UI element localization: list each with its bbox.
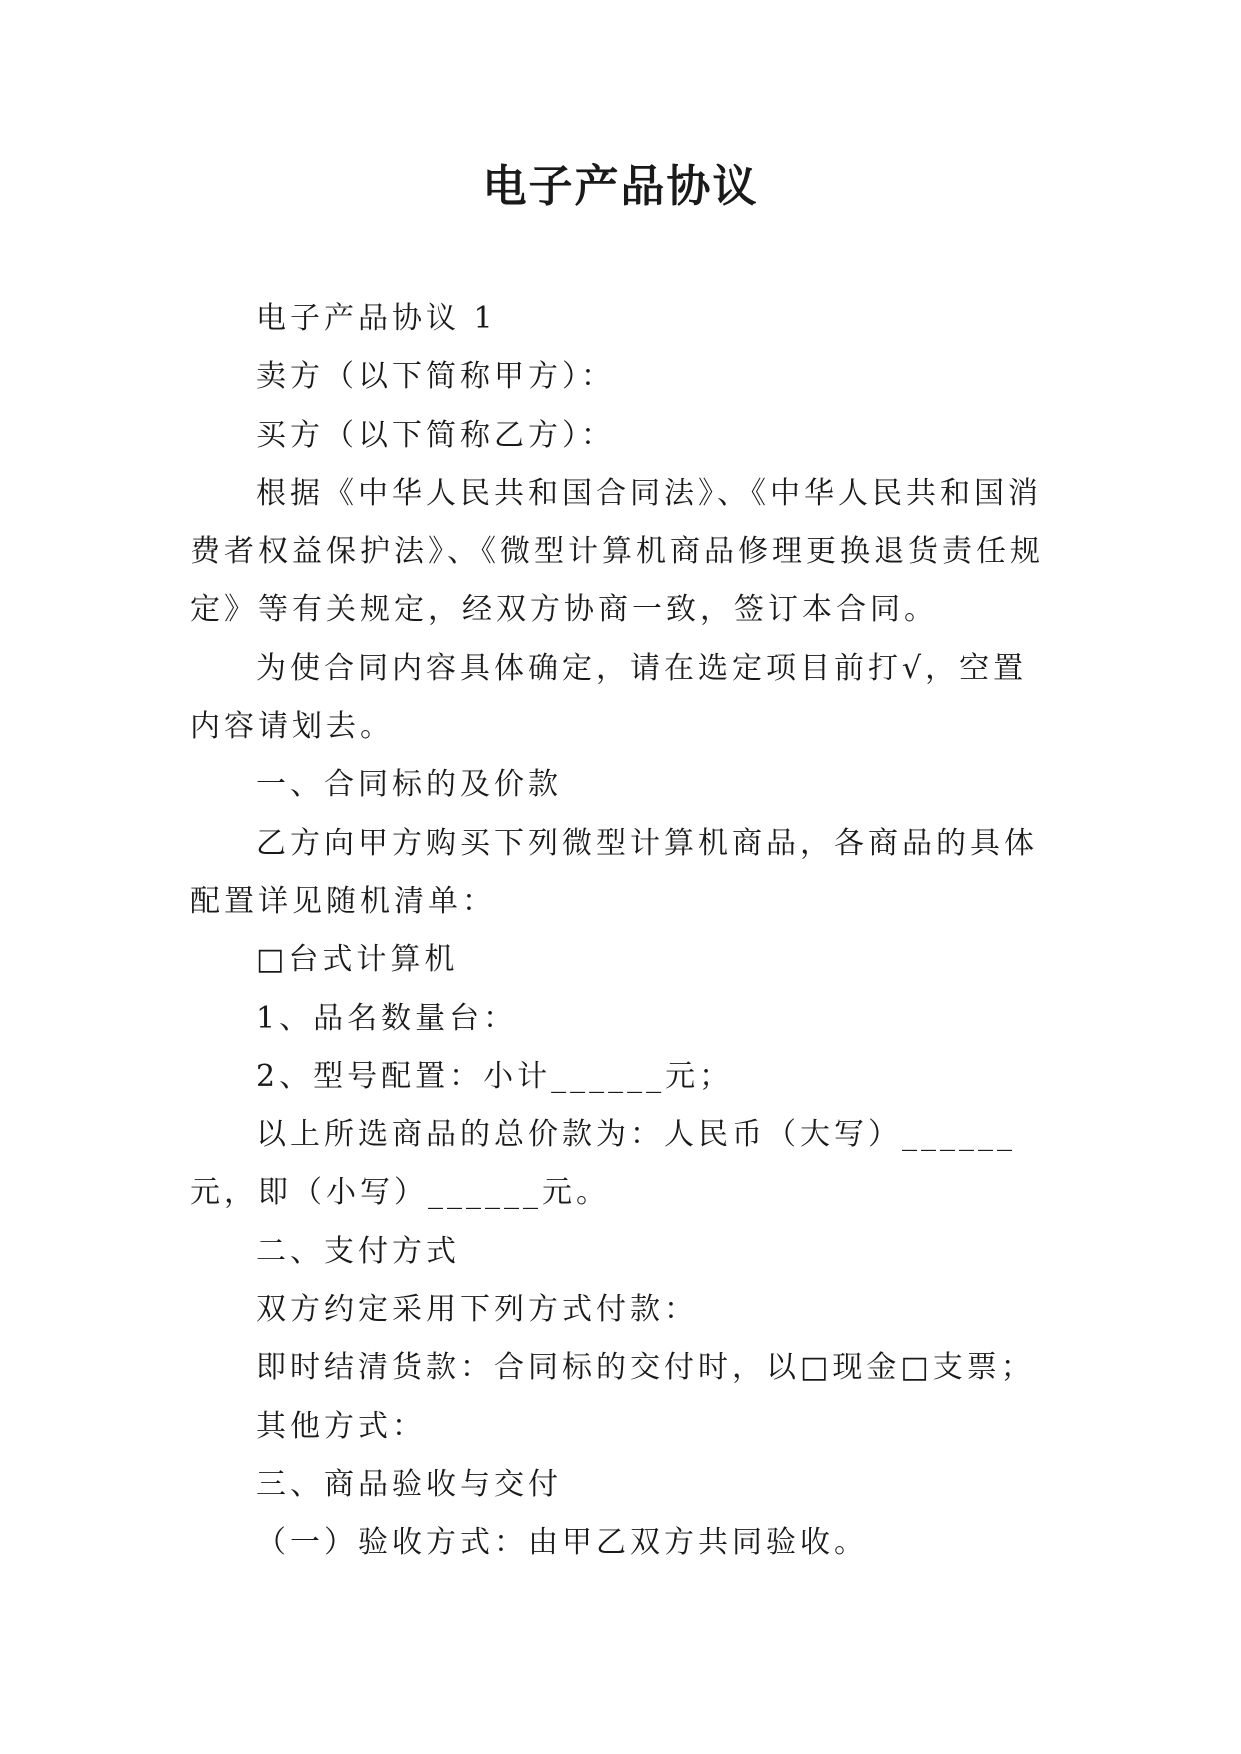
- item-line: 1、品名数量台：: [256, 1000, 518, 1036]
- total-price-paragraph: 以上所选商品的总价款为：人民币（大写）______元，即（小写）______元。: [190, 1117, 1016, 1211]
- purchase-paragraph: 乙方向甲方购买下列微型计算机商品，各商品的具体配置详见随机清单：: [190, 825, 1038, 919]
- seller-line: 卖方（以下简称甲方）：: [256, 359, 615, 395]
- instruction-paragraph: 为使合同内容具体确定，请在选定项目前打√，空置内容请划去。: [190, 650, 1028, 745]
- acceptance-line: （一）验收方式：由甲乙双方共同验收。: [256, 1525, 868, 1561]
- document-title: 电子产品协议: [482, 161, 759, 212]
- item-line: 2、型号配置：小计______元；: [256, 1058, 734, 1094]
- clause-heading: 一、合同标的及价款: [256, 767, 562, 803]
- document-body: [190, 290, 1050, 1573]
- section-heading: 电子产品协议 1: [256, 301, 497, 336]
- payment-option-line: 即时结清货款：合同标的交付时，以□现金□支票；: [256, 1350, 1035, 1386]
- payment-paragraph: 双方约定采用下列方式付款：: [256, 1292, 698, 1328]
- payment-other-line: 其他方式：: [256, 1408, 426, 1444]
- legal-basis-paragraph: 根据《中华人民共和国合同法》、《中华人民共和国消费者权益保护法》、《微型计算机商品修理更换退货责任规定》等有关规定，经双方协商一致，签订本合同。: [190, 475, 1044, 628]
- checkbox-option-desktop: □台式计算机: [256, 942, 459, 978]
- clause-heading: 三、商品验收与交付: [256, 1466, 562, 1502]
- clause-heading: 二、支付方式: [256, 1233, 460, 1269]
- buyer-line: 买方（以下简称乙方）：: [256, 417, 615, 453]
